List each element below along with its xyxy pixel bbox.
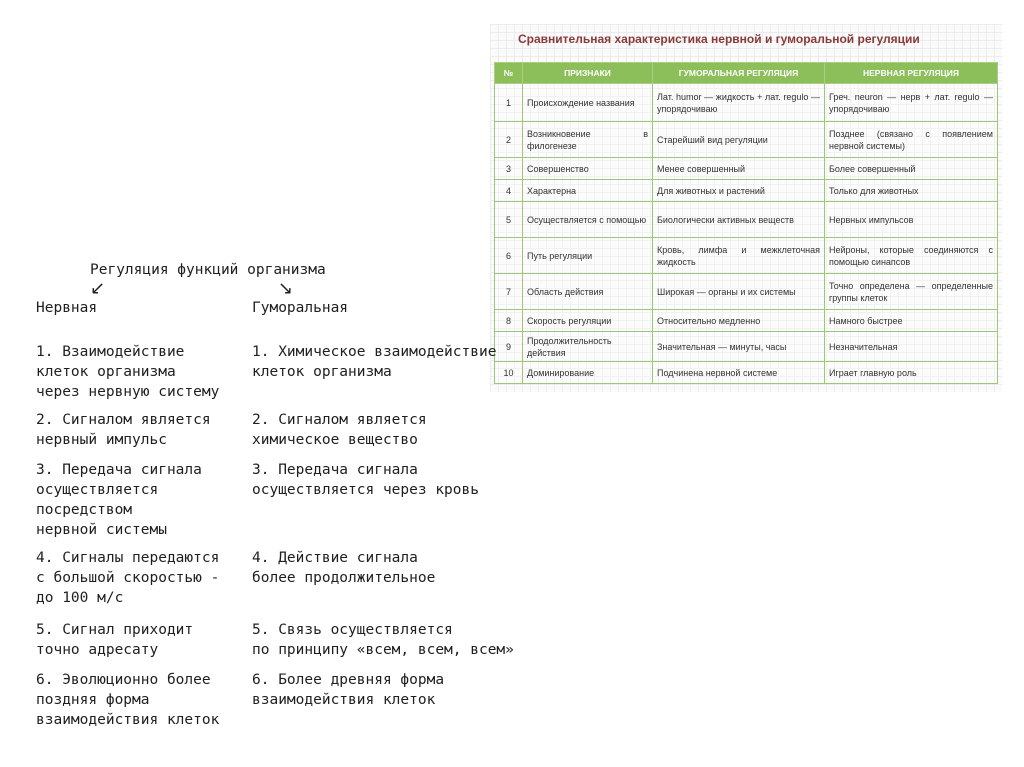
row-number: 3 <box>495 158 523 180</box>
row-humoral: Относительно медленно <box>653 310 825 332</box>
row-number: 10 <box>495 362 523 384</box>
row-feature: Происхождение названия <box>523 84 653 122</box>
row-feature: Скорость регуляции <box>523 310 653 332</box>
row-nervous: Нервных импульсов <box>825 202 998 238</box>
left-item <box>36 410 211 450</box>
row-nervous: Незначительная <box>825 332 998 362</box>
row-humoral: Лат. humor — жидкость + лат. regulo — упорядочиваю <box>653 84 825 122</box>
row-number: 5 <box>495 202 523 238</box>
right-item-line: 1. Химическое взаимодействие <box>252 344 497 360</box>
left-item-line: осуществляется <box>36 482 159 498</box>
right-item-line: химическое вещество <box>252 432 418 448</box>
left-item-line: нервной системы <box>36 522 167 538</box>
row-feature: Путь регуляции <box>523 238 653 274</box>
left-item-line: точно адресату <box>36 642 159 658</box>
row-humoral: Для животных и растений <box>653 180 825 202</box>
row-humoral: Значительная — минуты, часы <box>653 332 825 362</box>
left-heading: Нервная <box>36 300 98 316</box>
row-feature: Характерна <box>523 180 653 202</box>
header-nervous: НЕРВНАЯ РЕГУЛЯЦИЯ <box>825 63 998 84</box>
left-item-line: до 100 м/с <box>36 590 124 606</box>
right-item-line: 4. Действие сигнала <box>252 550 418 566</box>
table-row <box>495 122 998 158</box>
table-row <box>495 84 998 122</box>
left-item-line: нервный импульс <box>36 432 167 448</box>
right-item <box>252 460 479 500</box>
row-nervous: Греч. neuron — нерв + лат. regulo — упорядочиваю <box>825 84 998 122</box>
comparison-table-card <box>490 24 1002 392</box>
comparison-table <box>494 62 998 384</box>
right-item <box>252 670 444 710</box>
right-item <box>252 342 496 382</box>
row-humoral: Кровь, лимфа и межклеточная жидкость <box>653 238 825 274</box>
left-item <box>36 342 219 402</box>
right-item-line: более продолжительное <box>252 570 436 586</box>
left-item-line: 2. Сигналом является <box>36 412 211 428</box>
right-item <box>252 548 435 588</box>
left-item-line: через нервную систему <box>36 384 220 400</box>
notes-title <box>90 260 326 280</box>
row-nervous: Намного быстрее <box>825 310 998 332</box>
right-item <box>252 620 514 660</box>
left-item-line: с большой скоростью - <box>36 570 220 586</box>
notes-title-text: Регуляция функций организма <box>90 262 326 278</box>
row-number: 8 <box>495 310 523 332</box>
left-item <box>36 548 219 608</box>
table-row <box>495 332 998 362</box>
right-item-line: 5. Связь осуществляется <box>252 622 453 638</box>
table-row <box>495 274 998 310</box>
left-item-line: 6. Эволюционно более <box>36 672 211 688</box>
row-feature: Продолжительность действия <box>523 332 653 362</box>
row-feature: Возникновение в филогенезе <box>523 122 653 158</box>
row-feature: Совершенство <box>523 158 653 180</box>
row-nervous: Более совершенный <box>825 158 998 180</box>
table-row <box>495 310 998 332</box>
row-feature: Осуществляется с помощью <box>523 202 653 238</box>
row-humoral: Биологически активных веществ <box>653 202 825 238</box>
right-item-line: 2. Сигналом является <box>252 412 427 428</box>
row-number: 9 <box>495 332 523 362</box>
row-number: 6 <box>495 238 523 274</box>
left-item <box>36 460 202 540</box>
row-number: 1 <box>495 84 523 122</box>
table-row <box>495 238 998 274</box>
row-humoral: Подчинена нервной системе <box>653 362 825 384</box>
left-item-line: 4. Сигналы передаются <box>36 550 220 566</box>
table-row <box>495 202 998 238</box>
right-item <box>252 410 427 450</box>
row-nervous: Нейроны, которые соединяются с помощью синапсов <box>825 238 998 274</box>
right-item-line: по принципу «всем, всем, всем» <box>252 642 514 658</box>
row-number: 4 <box>495 180 523 202</box>
row-nervous: Точно определена — определенные группы клеток <box>825 274 998 310</box>
table-header-row <box>495 63 998 84</box>
row-nervous: Играет главную роль <box>825 362 998 384</box>
row-feature: Область действия <box>523 274 653 310</box>
left-item <box>36 670 219 730</box>
left-item-line: взаимодействия клеток <box>36 712 220 728</box>
header-humoral: ГУМОРАЛЬНАЯ РЕГУЛЯЦИЯ <box>653 63 825 84</box>
left-item-line: 5. Сигнал приходит <box>36 622 194 638</box>
row-humoral: Старейший вид регуляции <box>653 122 825 158</box>
row-nervous: Только для животных <box>825 180 998 202</box>
right-item-line: 6. Более древняя форма <box>252 672 445 688</box>
left-item-line: 3. Передача сигнала <box>36 462 202 478</box>
row-number: 7 <box>495 274 523 310</box>
right-item-line: 3. Передача сигнала <box>252 462 418 478</box>
row-humoral: Менее совершенный <box>653 158 825 180</box>
right-item-line: взаимодействия клеток <box>252 692 436 708</box>
row-feature: Доминирование <box>523 362 653 384</box>
row-humoral: Широкая — органы и их системы <box>653 274 825 310</box>
table-row <box>495 362 998 384</box>
arrow-down-right-icon: ↘ <box>278 278 294 299</box>
table-row <box>495 180 998 202</box>
header-number: № <box>495 63 523 84</box>
right-heading: Гуморальная <box>252 300 349 316</box>
row-number: 2 <box>495 122 523 158</box>
left-item-line: посредством <box>36 502 133 518</box>
arrow-down-left-icon: ↙ <box>90 278 106 299</box>
left-item-line: поздняя форма <box>36 692 150 708</box>
header-feature: ПРИЗНАКИ <box>523 63 653 84</box>
right-item-line: клеток организма <box>252 364 392 380</box>
left-item <box>36 620 193 660</box>
left-item-line: 1. Взаимодействие <box>36 344 185 360</box>
right-item-line: осуществляется через кровь <box>252 482 479 498</box>
row-nervous: Позднее (связано с появлением нервной системы) <box>825 122 998 158</box>
table-row <box>495 158 998 180</box>
table-title: Сравнительная характеристика нервной и гуморальной регуляции <box>518 32 920 46</box>
left-item-line: клеток организма <box>36 364 176 380</box>
